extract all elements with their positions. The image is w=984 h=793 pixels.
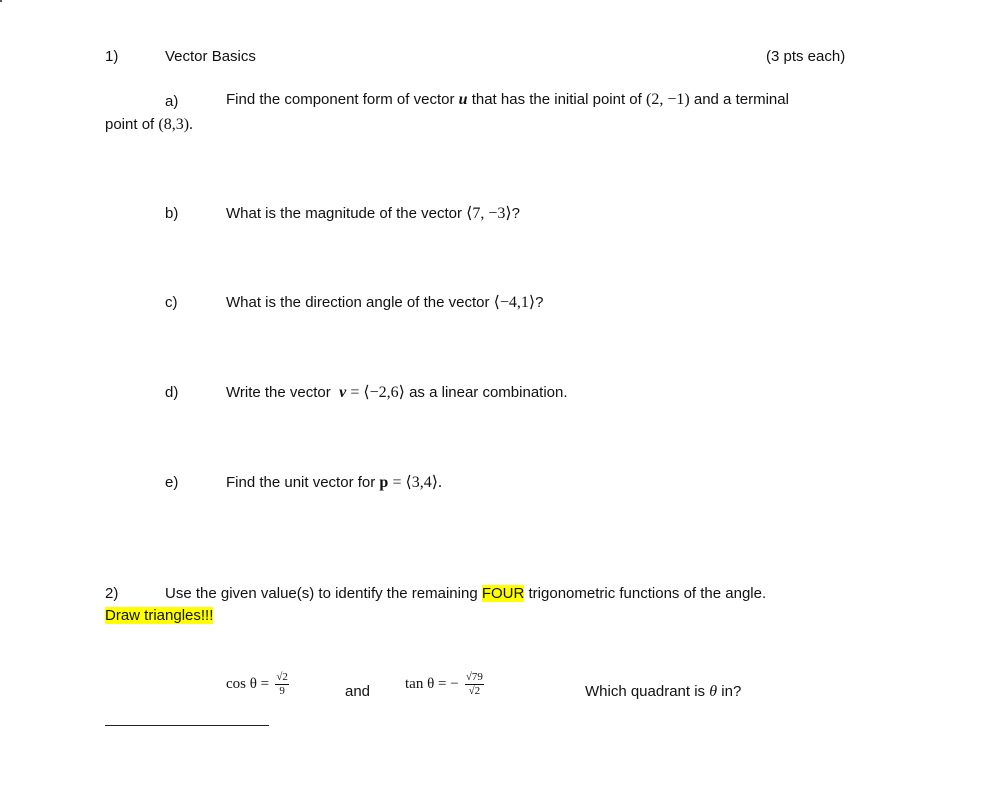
q2-line1 xyxy=(165,585,766,602)
q1b-line xyxy=(226,203,520,223)
q1d-text-1: Write the vector xyxy=(226,384,331,401)
q1a-line1 xyxy=(226,91,789,109)
q1c-text-1: What is the direction angle of the vector xyxy=(226,294,490,311)
q1c-line xyxy=(226,292,544,312)
page-corner-mark xyxy=(0,0,2,2)
q2-tan-denominator: √2 xyxy=(468,685,481,697)
q2-quadrant-question xyxy=(585,683,741,701)
q2-text-1: Use the given value(s) to identify the remaining xyxy=(165,585,478,602)
q1-points: (3 pts each) xyxy=(766,48,846,65)
q1e-text-1: Find the unit vector for xyxy=(226,474,376,491)
q1a-initial-point: (2, −1) xyxy=(646,91,690,108)
q1-title: Vector Basics xyxy=(165,48,256,65)
q1e-equation: = ⟨3,4⟩ xyxy=(392,474,439,491)
q2-quadrant-text-2: in? xyxy=(721,683,742,700)
q2-quadrant-theta: θ xyxy=(709,683,718,700)
q1b-text-1: What is the magnitude of the vector xyxy=(226,205,462,222)
q1a-text-4: point of xyxy=(105,116,155,133)
q2-number: 2) xyxy=(105,585,119,602)
q1e-label: e) xyxy=(165,474,179,491)
q2-text-2: trigonometric functions of the angle. xyxy=(528,585,767,602)
q2-tan-fraction xyxy=(465,672,484,697)
q1a-text-2: that has the initial point of xyxy=(471,91,642,108)
q2-cos-fraction xyxy=(275,672,289,697)
q1a-line2 xyxy=(105,116,193,134)
q1d-var-v: v xyxy=(339,384,347,401)
q2-and: and xyxy=(345,683,371,700)
q2-highlight-word: FOUR xyxy=(481,585,525,602)
q2-tan-numerator: √79 xyxy=(465,671,483,683)
q2-cos-denominator: 9 xyxy=(279,685,285,697)
q2-draw-note-text: Draw triangles!!! xyxy=(105,607,214,624)
q1d-line xyxy=(226,382,568,402)
q1d-text-2: as a linear combination. xyxy=(409,384,568,401)
q1c-label: c) xyxy=(165,294,178,311)
q1b-text-2: ? xyxy=(511,205,520,222)
q1e-var-p: p xyxy=(379,474,389,491)
q2-quadrant-text-1: Which quadrant is xyxy=(585,683,706,700)
q2-draw-note xyxy=(105,607,213,624)
q2-cos-given xyxy=(226,672,291,697)
q2-cos-numerator: √2 xyxy=(276,671,288,683)
q1a-var-u: u xyxy=(458,91,468,108)
q1b-label: b) xyxy=(165,205,179,222)
q1d-label: d) xyxy=(165,384,179,401)
q1e-text-2: . xyxy=(438,474,443,491)
q1c-text-2: ? xyxy=(535,294,544,311)
q1b-vector: ⟨7, −3⟩ xyxy=(466,205,512,222)
q1-number: 1) xyxy=(105,48,119,65)
q1a-text-3: and a terminal xyxy=(693,91,789,108)
q1a-text-1: Find the component form of vector xyxy=(226,91,455,108)
q1a-terminal-point: (8,3) xyxy=(158,116,190,133)
q1e-line xyxy=(226,472,442,492)
answer-blank-line xyxy=(105,725,269,726)
q1a-text-5: . xyxy=(189,116,194,133)
q2-tan-given xyxy=(405,672,486,697)
q1a-label: a) xyxy=(165,93,179,110)
q2-cos-label: cos θ = xyxy=(226,676,270,692)
q2-tan-label: tan θ = − xyxy=(405,676,459,692)
q1c-vector: ⟨−4,1⟩ xyxy=(493,294,536,311)
q1d-equation: = ⟨−2,6⟩ xyxy=(350,384,405,401)
